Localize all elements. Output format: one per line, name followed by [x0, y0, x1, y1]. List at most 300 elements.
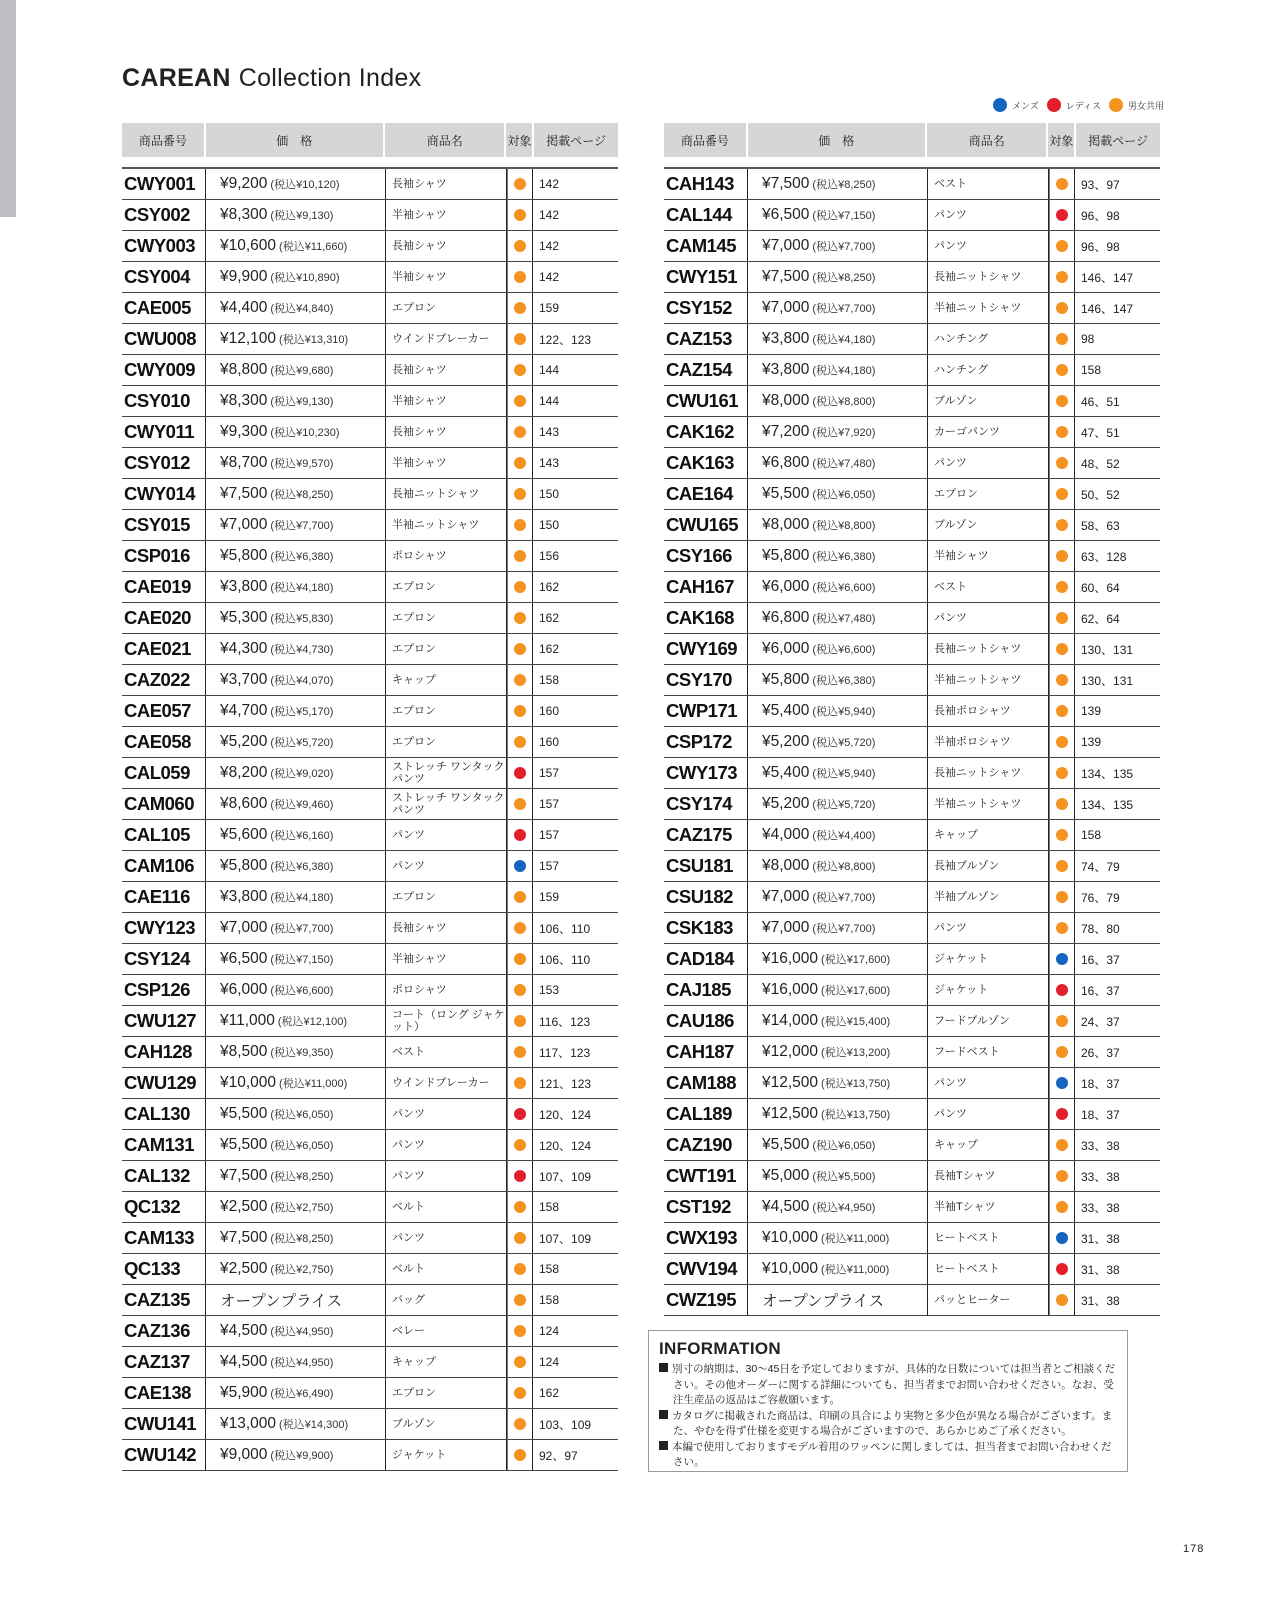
target-cell	[507, 231, 533, 261]
page-refs: 139	[1081, 704, 1102, 718]
product-code: CAK168	[664, 603, 748, 633]
table-row	[122, 944, 618, 975]
table-row	[122, 1037, 618, 1068]
target-cell	[507, 1130, 533, 1160]
target-cell	[507, 510, 533, 540]
target-cell	[507, 572, 533, 602]
target-cell	[1049, 913, 1075, 943]
price	[748, 541, 928, 571]
target-cell	[1049, 727, 1075, 757]
unisex-dot-icon	[1056, 550, 1068, 562]
price-value: ¥6,500	[220, 950, 268, 967]
table-row	[664, 262, 1160, 293]
target-cell	[507, 541, 533, 571]
price-value: ¥8,300	[220, 206, 268, 223]
target-cell	[507, 820, 533, 850]
page-subtitle: Collection Index	[238, 64, 422, 92]
table-row	[664, 293, 1160, 324]
page-refs: 78、80	[1081, 921, 1120, 936]
target-cell	[1049, 231, 1075, 261]
table-row	[664, 1068, 1160, 1099]
product-name: ジャケット	[386, 1440, 507, 1470]
product-name: ベスト	[928, 169, 1049, 199]
price	[206, 1068, 386, 1098]
product-name: パッとヒーター	[928, 1285, 1049, 1315]
unisex-dot-icon	[1056, 581, 1068, 593]
table-row	[664, 510, 1160, 541]
product-code: CWY123	[122, 913, 206, 943]
price-tax-included: (税込¥6,050)	[812, 489, 876, 501]
table-row	[664, 1037, 1160, 1068]
unisex-dot-icon	[1056, 705, 1068, 717]
target-cell	[507, 417, 533, 447]
product-name: 半袖シャツ	[386, 944, 507, 974]
price-value: ¥10,600	[220, 237, 277, 254]
table-row	[664, 696, 1160, 727]
price	[748, 1099, 928, 1129]
page-refs: 143	[539, 425, 560, 439]
legend-item-ladies	[1047, 98, 1101, 112]
price-value: ¥7,000	[762, 919, 810, 936]
price-value: ¥6,000	[762, 578, 810, 595]
page-refs: 153	[539, 983, 560, 997]
table-row	[122, 355, 618, 386]
product-name: パンツ	[386, 820, 507, 850]
product-name: パンツ	[386, 1099, 507, 1129]
product-name: 長袖Tシャツ	[928, 1161, 1049, 1191]
product-name: エプロン	[386, 293, 507, 323]
price	[748, 944, 928, 974]
product-code: CAM060	[122, 789, 206, 819]
target-cell	[1049, 293, 1075, 323]
price-tax-included: (税込¥4,840)	[270, 303, 334, 315]
table-row	[122, 169, 618, 200]
price	[206, 231, 386, 261]
target-cell	[507, 696, 533, 726]
col-header-code: 商品番号	[664, 123, 746, 157]
target-cell	[1049, 1006, 1075, 1036]
product-code: CAZ136	[122, 1316, 206, 1346]
price	[206, 1161, 386, 1191]
product-code: CAZ135	[122, 1285, 206, 1315]
product-name: エプロン	[386, 572, 507, 602]
target-cell	[507, 727, 533, 757]
target-cell	[1049, 882, 1075, 912]
price-tax-included: (税込¥13,310)	[279, 334, 349, 346]
price-tax-included: (税込¥4,400)	[812, 830, 876, 842]
product-code: CAE058	[122, 727, 206, 757]
product-name: 半袖シャツ	[386, 448, 507, 478]
legend-item-mens	[993, 98, 1039, 112]
price-tax-included: (税込¥7,480)	[812, 613, 876, 625]
page-refs: 62、64	[1081, 611, 1120, 626]
table-row	[122, 572, 618, 603]
price-value: ¥5,200	[220, 733, 268, 750]
product-code: CWY003	[122, 231, 206, 261]
product-name: 長袖ニットシャツ	[928, 758, 1049, 788]
page-refs: 124	[539, 1355, 560, 1369]
target-cell	[1049, 386, 1075, 416]
price	[206, 634, 386, 664]
product-code: CWU165	[664, 510, 748, 540]
product-code: CSP172	[664, 727, 748, 757]
page-refs: 107、109	[539, 1231, 592, 1246]
price-tax-included: (税込¥5,830)	[270, 613, 334, 625]
price-tax-included: (税込¥9,350)	[270, 1047, 334, 1059]
price-value: ¥12,000	[762, 1043, 819, 1060]
unisex-dot-icon	[514, 798, 526, 810]
target-cell	[1049, 1037, 1075, 1067]
price-tax-included: (税込¥17,600)	[821, 954, 891, 966]
price-value: ¥7,000	[762, 299, 810, 316]
price-tax-included: (税込¥6,160)	[270, 830, 334, 842]
price-tax-included: (税込¥15,400)	[821, 1016, 891, 1028]
price	[748, 510, 928, 540]
price-tax-included: (税込¥8,800)	[812, 861, 876, 873]
product-name: パンツ	[386, 1161, 507, 1191]
price-value: ¥5,800	[220, 857, 268, 874]
price-value: ¥3,800	[220, 888, 268, 905]
unisex-dot-icon	[1056, 643, 1068, 655]
table-row	[664, 479, 1160, 510]
price-tax-included: (税込¥6,600)	[812, 582, 876, 594]
unisex-dot-icon	[1056, 240, 1068, 252]
table-row	[122, 541, 618, 572]
product-name: パンツ	[928, 603, 1049, 633]
legend-label: レディス	[1065, 100, 1101, 111]
product-code: CWU008	[122, 324, 206, 354]
unisex-dot-icon	[514, 643, 526, 655]
price-tax-included: (税込¥8,800)	[812, 396, 876, 408]
unisex-dot-icon	[514, 1077, 526, 1089]
unisex-dot-icon	[514, 984, 526, 996]
table-row	[664, 789, 1160, 820]
price-tax-included: (税込¥9,020)	[270, 768, 334, 780]
product-code: CSK183	[664, 913, 748, 943]
page-refs: 106、110	[539, 952, 591, 967]
price-value: ¥8,300	[220, 392, 268, 409]
product-name: カーゴパンツ	[928, 417, 1049, 447]
unisex-dot-icon	[514, 581, 526, 593]
price-value: ¥7,500	[762, 175, 810, 192]
product-name: キャップ	[928, 820, 1049, 850]
product-code: CWZ195	[664, 1285, 748, 1315]
brand-name: CAREAN	[122, 64, 231, 92]
target-cell	[1049, 479, 1075, 509]
unisex-dot-icon	[514, 674, 526, 686]
price	[206, 1130, 386, 1160]
price-value: ¥7,000	[220, 919, 268, 936]
target-cell	[1049, 324, 1075, 354]
page-refs: 158	[539, 1293, 560, 1307]
price	[206, 200, 386, 230]
target-cell	[1049, 634, 1075, 664]
price-value: ¥8,000	[762, 857, 810, 874]
product-code: CAZ022	[122, 665, 206, 695]
price-value: ¥4,700	[220, 702, 268, 719]
table-row	[122, 1130, 618, 1161]
product-code: CSY170	[664, 665, 748, 695]
unisex-dot-icon	[514, 891, 526, 903]
page-refs: 144	[539, 363, 560, 377]
price	[206, 293, 386, 323]
unisex-dot-icon	[514, 1356, 526, 1368]
target-cell	[507, 665, 533, 695]
price	[748, 386, 928, 416]
page-refs: 92、97	[539, 1448, 578, 1463]
price-value: ¥4,500	[220, 1353, 268, 1370]
price-value: ¥10,000	[762, 1229, 819, 1246]
price-tax-included: (税込¥8,250)	[270, 1233, 334, 1245]
price-value: ¥8,000	[762, 392, 810, 409]
price-tax-included: (税込¥6,380)	[270, 551, 334, 563]
page-refs: 146、147	[1081, 301, 1134, 316]
target-cell	[1049, 1068, 1075, 1098]
product-code: CAH143	[664, 169, 748, 199]
price-tax-included: (税込¥9,680)	[270, 365, 334, 377]
table-row	[664, 1006, 1160, 1037]
price-tax-included: (税込¥8,250)	[812, 272, 876, 284]
price	[748, 913, 928, 943]
table-row	[664, 1285, 1160, 1316]
product-code: CWU142	[122, 1440, 206, 1470]
product-code: CWU129	[122, 1068, 206, 1098]
table-row	[664, 665, 1160, 696]
target-cell	[1049, 417, 1075, 447]
page-refs: 120、124	[539, 1107, 592, 1122]
price-value: ¥9,900	[220, 268, 268, 285]
price	[748, 262, 928, 292]
information-box	[648, 1330, 1128, 1472]
price	[206, 262, 386, 292]
price	[206, 944, 386, 974]
price	[206, 1037, 386, 1067]
price	[748, 603, 928, 633]
table-row	[122, 1285, 618, 1316]
price-tax-included: (税込¥4,180)	[812, 365, 876, 377]
price-tax-included: (税込¥5,720)	[270, 737, 334, 749]
unisex-dot-icon	[514, 1046, 526, 1058]
price-value: ¥11,000	[220, 1012, 275, 1029]
target-cell	[507, 262, 533, 292]
page-refs: 31、38	[1081, 1231, 1120, 1246]
target-cell	[1049, 975, 1075, 1005]
table-row	[122, 696, 618, 727]
page-refs: 150	[539, 518, 560, 532]
product-code: CAZ154	[664, 355, 748, 385]
product-name: エプロン	[928, 479, 1049, 509]
price-value: ¥3,700	[220, 671, 268, 688]
target-cell	[1049, 200, 1075, 230]
target-cell	[507, 169, 533, 199]
table-row	[664, 820, 1160, 851]
price	[748, 1068, 928, 1098]
product-table-left	[122, 123, 618, 1471]
information-title: INFORMATION	[659, 1339, 781, 1358]
unisex-dot-icon	[514, 1325, 526, 1337]
price	[206, 541, 386, 571]
col-header-code: 商品番号	[122, 123, 204, 157]
product-name: ウインドブレーカー	[386, 1068, 507, 1098]
price	[206, 169, 386, 199]
table-row	[122, 479, 618, 510]
table-row	[122, 262, 618, 293]
product-code: CAH167	[664, 572, 748, 602]
price-tax-included: (税込¥4,070)	[270, 675, 334, 687]
square-bullet-icon	[659, 1410, 668, 1419]
ladies-dot-icon	[1056, 984, 1068, 996]
page-refs: 74、79	[1081, 859, 1120, 874]
page-refs: 142	[539, 239, 560, 253]
price-tax-included: (税込¥5,940)	[812, 706, 876, 718]
price-tax-included: (税込¥6,380)	[270, 861, 334, 873]
price-value: ¥5,500	[220, 1105, 268, 1122]
col-header-name: 商品名	[927, 123, 1047, 157]
product-name: 長袖ニットシャツ	[386, 479, 507, 509]
price	[748, 200, 928, 230]
table-row	[664, 1130, 1160, 1161]
legend-item-unisex	[1109, 98, 1164, 112]
product-code: CAJ185	[664, 975, 748, 1005]
price-value: ¥5,800	[220, 547, 268, 564]
table-row	[122, 603, 618, 634]
target-cell	[507, 1316, 533, 1346]
page-refs: 158	[539, 673, 560, 687]
product-name: フードブルゾン	[928, 1006, 1049, 1036]
table-row	[122, 665, 618, 696]
target-cell	[507, 758, 533, 788]
price-value: ¥6,800	[762, 454, 810, 471]
unisex-dot-icon	[1056, 333, 1068, 345]
product-code: CWU127	[122, 1006, 206, 1036]
target-cell	[1049, 1161, 1075, 1191]
page-refs: 124	[539, 1324, 560, 1338]
unisex-dot-icon	[1056, 860, 1068, 872]
target-cell	[507, 324, 533, 354]
product-name: ベルト	[386, 1254, 507, 1284]
price-value: ¥4,300	[220, 640, 268, 657]
table-row	[122, 448, 618, 479]
unisex-dot-icon	[1056, 395, 1068, 407]
target-cell	[1049, 1223, 1075, 1253]
unisex-dot-icon	[514, 178, 526, 190]
ladies-dot-icon	[514, 767, 526, 779]
price-tax-included: (税込¥6,380)	[812, 675, 876, 687]
product-name: 長袖シャツ	[386, 417, 507, 447]
page-refs: 143	[539, 456, 560, 470]
page-refs: 159	[539, 890, 560, 904]
table-body	[664, 167, 1160, 1316]
price-value: オープンプライス	[220, 1293, 342, 1310]
unisex-dot-icon	[1056, 1201, 1068, 1213]
product-code: CSP126	[122, 975, 206, 1005]
table-row	[664, 1254, 1160, 1285]
target-cell	[1049, 510, 1075, 540]
unisex-dot-icon	[1056, 891, 1068, 903]
product-code: CWY173	[664, 758, 748, 788]
product-code: CAD184	[664, 944, 748, 974]
product-table-right	[664, 123, 1160, 1316]
price-value: ¥7,000	[762, 888, 810, 905]
page-refs: 31、38	[1081, 1262, 1120, 1277]
price	[748, 665, 928, 695]
page-refs: 158	[539, 1200, 560, 1214]
price-tax-included: (税込¥4,950)	[812, 1202, 876, 1214]
mens-dot-icon	[1056, 1232, 1068, 1244]
page-refs: 162	[539, 580, 560, 594]
table-row	[122, 1316, 618, 1347]
price	[748, 1254, 928, 1284]
target-cell	[507, 944, 533, 974]
product-code: CSY010	[122, 386, 206, 416]
product-name: パンツ	[386, 1223, 507, 1253]
price-tax-included: (税込¥2,750)	[270, 1264, 334, 1276]
product-name: ハンチング	[928, 324, 1049, 354]
target-cell	[507, 789, 533, 819]
page-refs: 63、128	[1081, 549, 1127, 564]
target-cell	[507, 634, 533, 664]
table-row	[122, 1099, 618, 1130]
target-cell	[1049, 851, 1075, 881]
page-refs: 134、135	[1081, 766, 1134, 781]
price-tax-included: (税込¥7,700)	[270, 520, 334, 532]
target-cell	[507, 1254, 533, 1284]
price	[748, 820, 928, 850]
price	[206, 386, 386, 416]
price-value: ¥5,800	[762, 547, 810, 564]
ladies-dot-icon	[1056, 1263, 1068, 1275]
unisex-dot-icon	[1056, 922, 1068, 934]
price-tax-included: (税込¥4,730)	[270, 644, 334, 656]
table-row	[122, 293, 618, 324]
product-name: バッグ	[386, 1285, 507, 1315]
target-cell	[507, 975, 533, 1005]
ladies-dot-icon	[514, 829, 526, 841]
price-value: ¥12,500	[762, 1105, 819, 1122]
page-refs: 18、37	[1081, 1076, 1120, 1091]
product-code: CST192	[664, 1192, 748, 1222]
ladies-dot-icon	[1047, 98, 1061, 112]
unisex-dot-icon	[1056, 736, 1068, 748]
unisex-dot-icon	[1056, 798, 1068, 810]
price-tax-included: (税込¥6,600)	[812, 644, 876, 656]
target-cell	[507, 1037, 533, 1067]
price-value: ¥5,500	[762, 1136, 810, 1153]
price-value: ¥4,500	[762, 1198, 810, 1215]
price-value: ¥8,700	[220, 454, 268, 471]
target-cell	[507, 386, 533, 416]
product-code: CAL132	[122, 1161, 206, 1191]
product-code: CAK162	[664, 417, 748, 447]
price-tax-included: (税込¥9,130)	[270, 396, 334, 408]
page-refs: 122、123	[539, 332, 592, 347]
mens-dot-icon	[993, 98, 1007, 112]
price-value: ¥7,000	[762, 237, 810, 254]
price	[206, 665, 386, 695]
price-value: ¥5,000	[762, 1167, 810, 1184]
price-tax-included: (税込¥9,130)	[270, 210, 334, 222]
product-name: パンツ	[386, 1130, 507, 1160]
col-header-price: 価 格	[206, 123, 383, 157]
unisex-dot-icon	[1056, 674, 1068, 686]
table-row	[122, 727, 618, 758]
unisex-dot-icon	[514, 271, 526, 283]
table-row	[122, 634, 618, 665]
product-name: キャップ	[386, 1347, 507, 1377]
price-value: ¥16,000	[762, 950, 819, 967]
page-refs: 18、37	[1081, 1107, 1120, 1122]
product-name: 長袖シャツ	[386, 231, 507, 261]
